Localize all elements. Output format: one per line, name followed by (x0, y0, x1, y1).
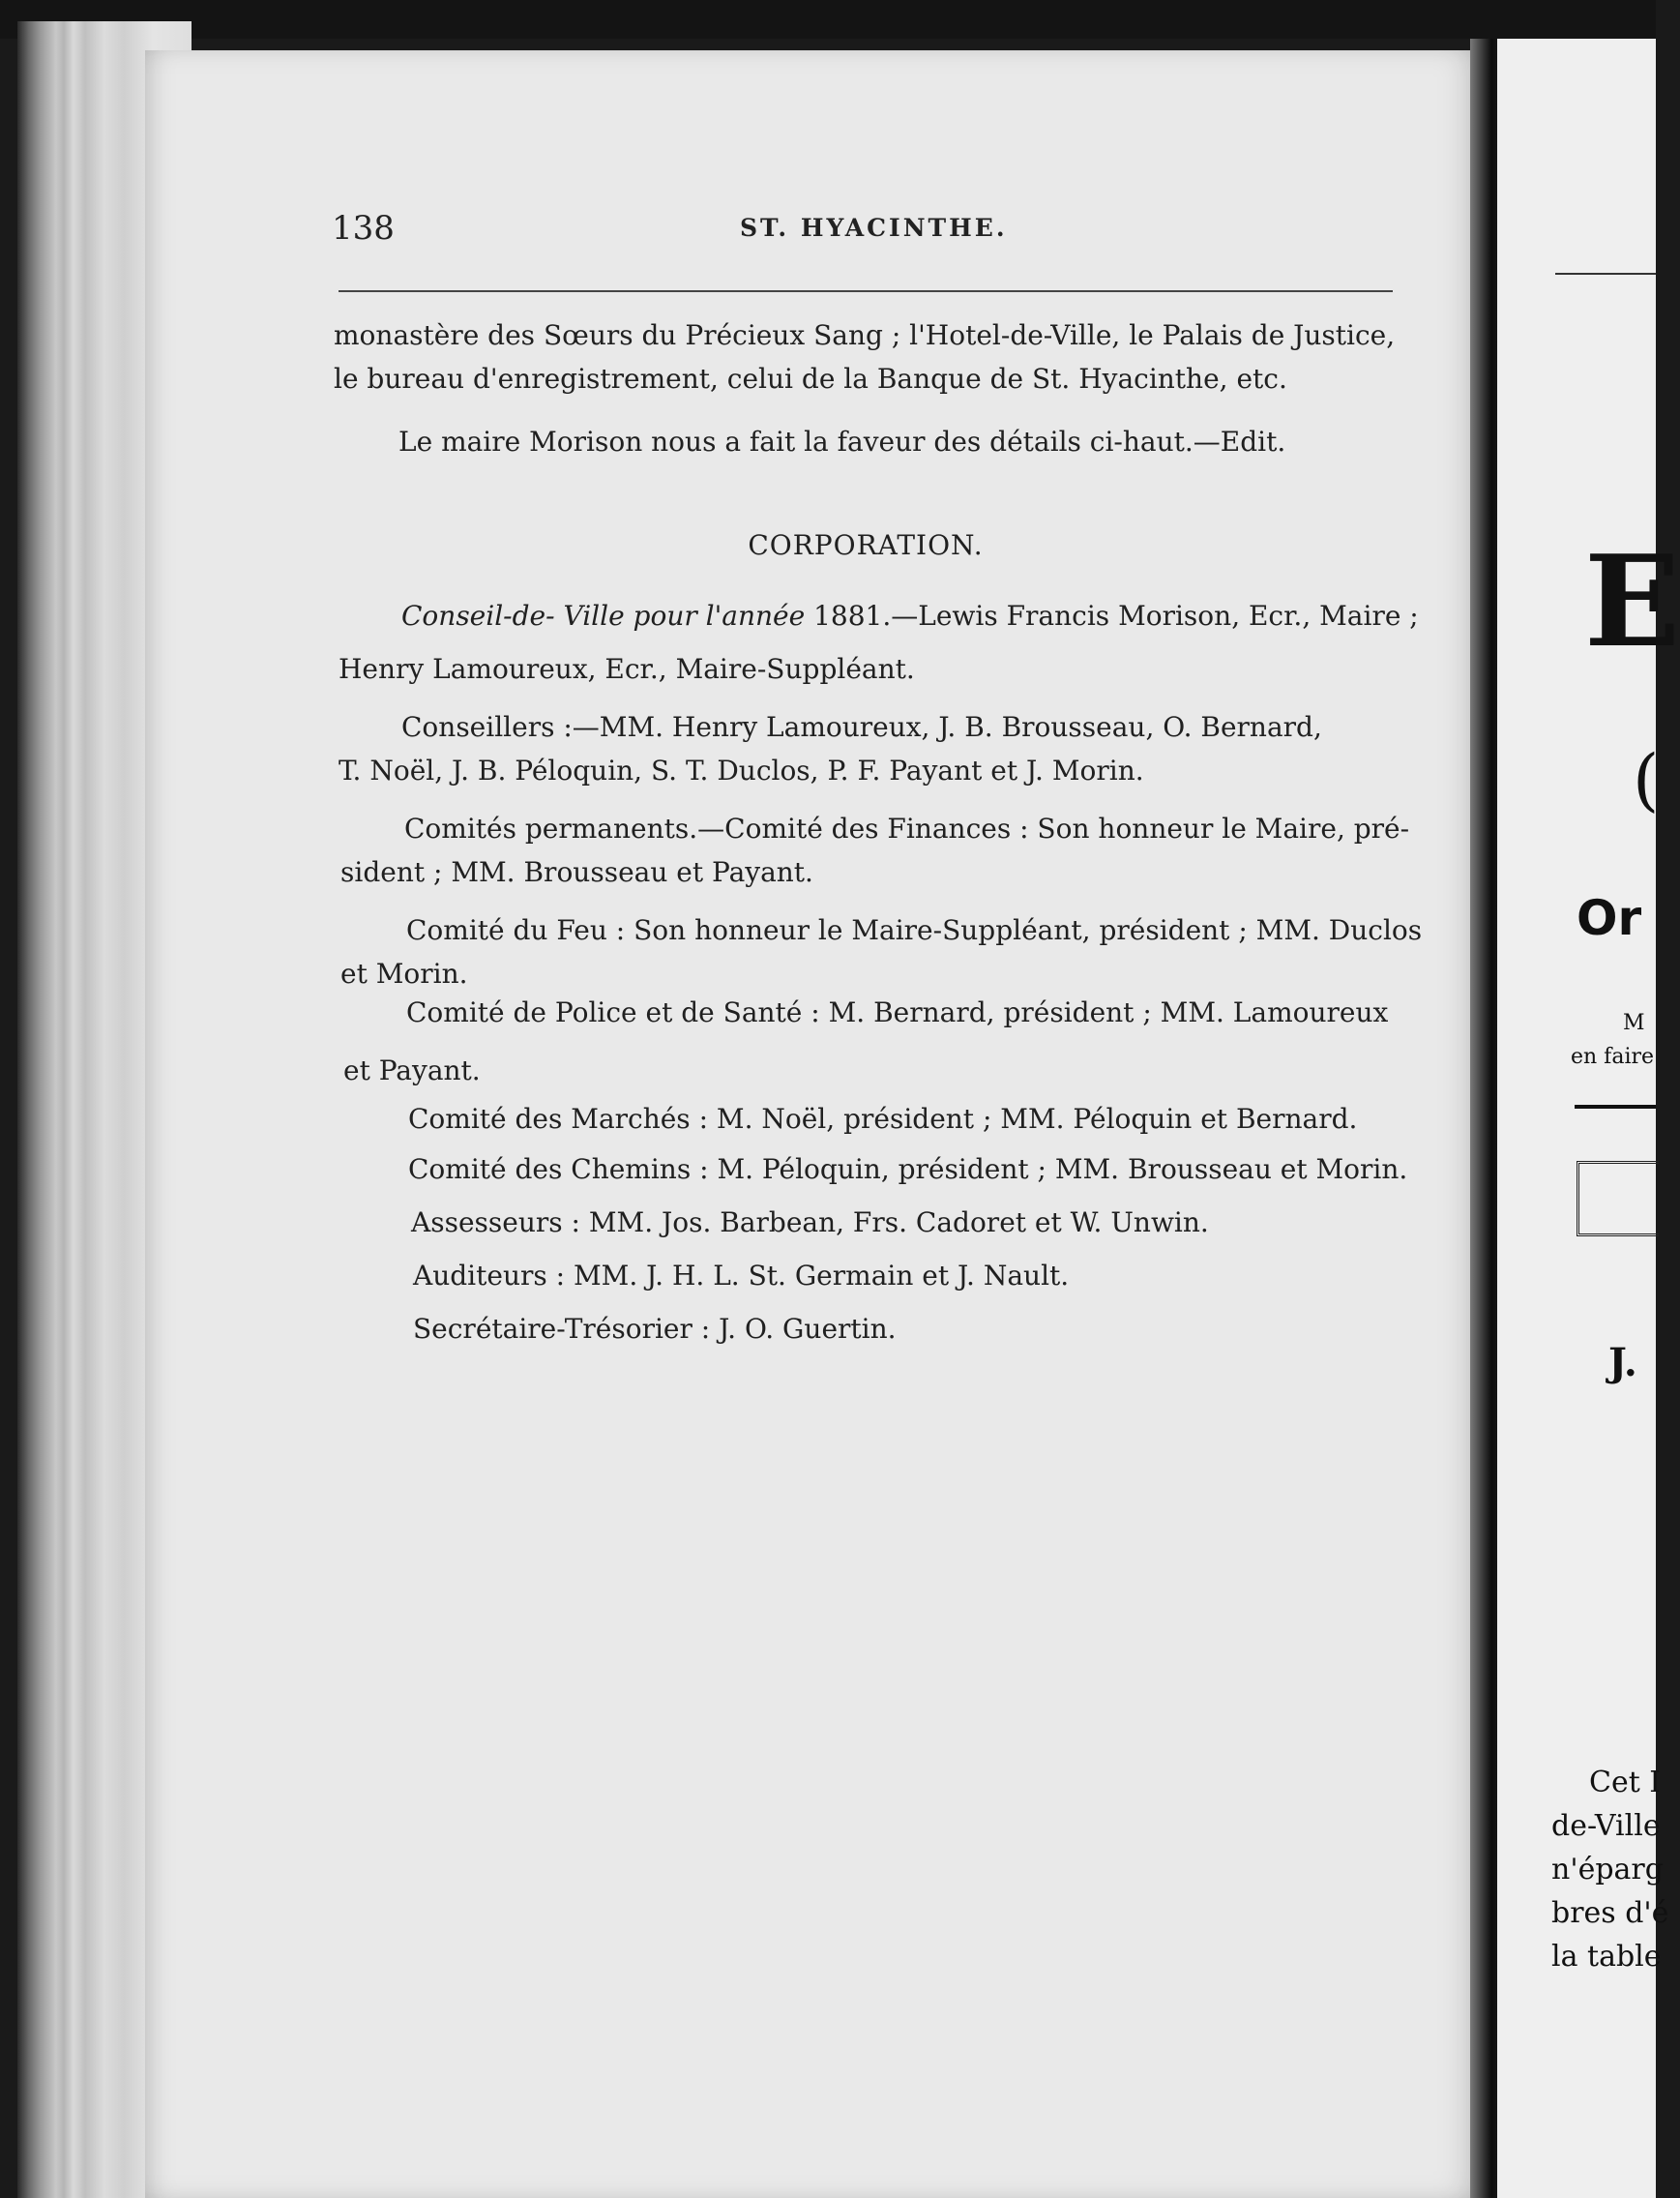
comites-line-2: sident ; MM. Brousseau et Payant. (340, 856, 813, 888)
right-page-mid-rule (1575, 1105, 1656, 1109)
feu-line-2: et Morin. (340, 958, 468, 990)
police-line-2: et Payant. (343, 1054, 481, 1086)
right-page-small-1: M (1623, 1011, 1645, 1035)
right-page-paren: ( (1633, 740, 1660, 819)
comites-line-1: Comités permanents.—Comité des Finances : Son honneur le Maire, pré- (404, 813, 1410, 845)
right-page-small-2: en faire (1571, 1045, 1655, 1069)
paragraph-2: Le maire Morison nous a fait la faveur des détails ci-haut.—Edit. (398, 426, 1286, 458)
right-page-top-rule (1555, 273, 1656, 275)
right-page-bottom-3: n'éparg (1551, 1853, 1664, 1886)
right-page-bottom-2: de-Ville (1551, 1809, 1661, 1843)
right-page-big-letter: E (1584, 527, 1680, 675)
right-page-org: Or (1577, 890, 1642, 946)
right-page-bottom-5: la table (1551, 1940, 1662, 1974)
conseil-italic: Conseil-de- Ville pour l'année (401, 600, 806, 632)
right-page-bottom-4: bres d'é (1551, 1896, 1669, 1930)
conseillers-line-1: Conseillers :—MM. Henry Lamoureux, J. B. Brousseau, O. Bernard, (401, 711, 1322, 743)
conseil-line-1 (401, 600, 1419, 633)
conseillers-line-2: T. Noël, J. B. Péloquin, S. T. Duclos, P. F. Payant et J. Morin. (339, 755, 1144, 787)
assesseurs: Assesseurs : MM. Jos. Barbean, Frs. Cadoret et W. Unwin. (411, 1206, 1209, 1238)
right-page (1497, 39, 1680, 2198)
header-rule (339, 290, 1393, 292)
running-title: ST. HYACINTHE. (740, 214, 1008, 242)
feu-line-1: Comité du Feu : Son honneur le Maire-Suppléant, président ; MM. Duclos (406, 914, 1423, 946)
paragraph-1-line-1: monastère des Sœurs du Précieux Sang ; l'Hotel-de-Ville, le Palais de Justice, (334, 319, 1396, 351)
conseil-line-2: Henry Lamoureux, Ecr., Maire-Suppléant. (339, 653, 915, 685)
comite-chemins: Comité des Chemins : M. Péloquin, président ; MM. Brousseau et Morin. (408, 1153, 1408, 1185)
auditeurs: Auditeurs : MM. J. H. L. St. Germain et J. Nault. (413, 1260, 1070, 1292)
comite-marches: Comité des Marchés : M. Noël, président ; MM. Péloquin et Bernard. (408, 1103, 1358, 1135)
police-line-1: Comité de Police et de Santé : M. Bernard, président ; MM. Lamoureux (406, 996, 1389, 1028)
right-page-ornament (1577, 1161, 1659, 1236)
conseil-line-1-rest: 1881.—Lewis Francis Morison, Ecr., Maire ; (805, 600, 1419, 632)
right-page-initial-j: J. (1608, 1340, 1637, 1385)
paragraph-1-line-2: le bureau d'enregistrement, celui de la Banque de St. Hyacinthe, etc. (334, 363, 1287, 395)
section-title-corporation: CORPORATION. (748, 529, 984, 561)
scan-background (0, 0, 1656, 39)
right-page-bottom-1: Cet I (1589, 1766, 1662, 1799)
page-number: 138 (332, 209, 395, 248)
secretaire-tresorier: Secrétaire-Trésorier : J. O. Guertin. (413, 1313, 897, 1345)
